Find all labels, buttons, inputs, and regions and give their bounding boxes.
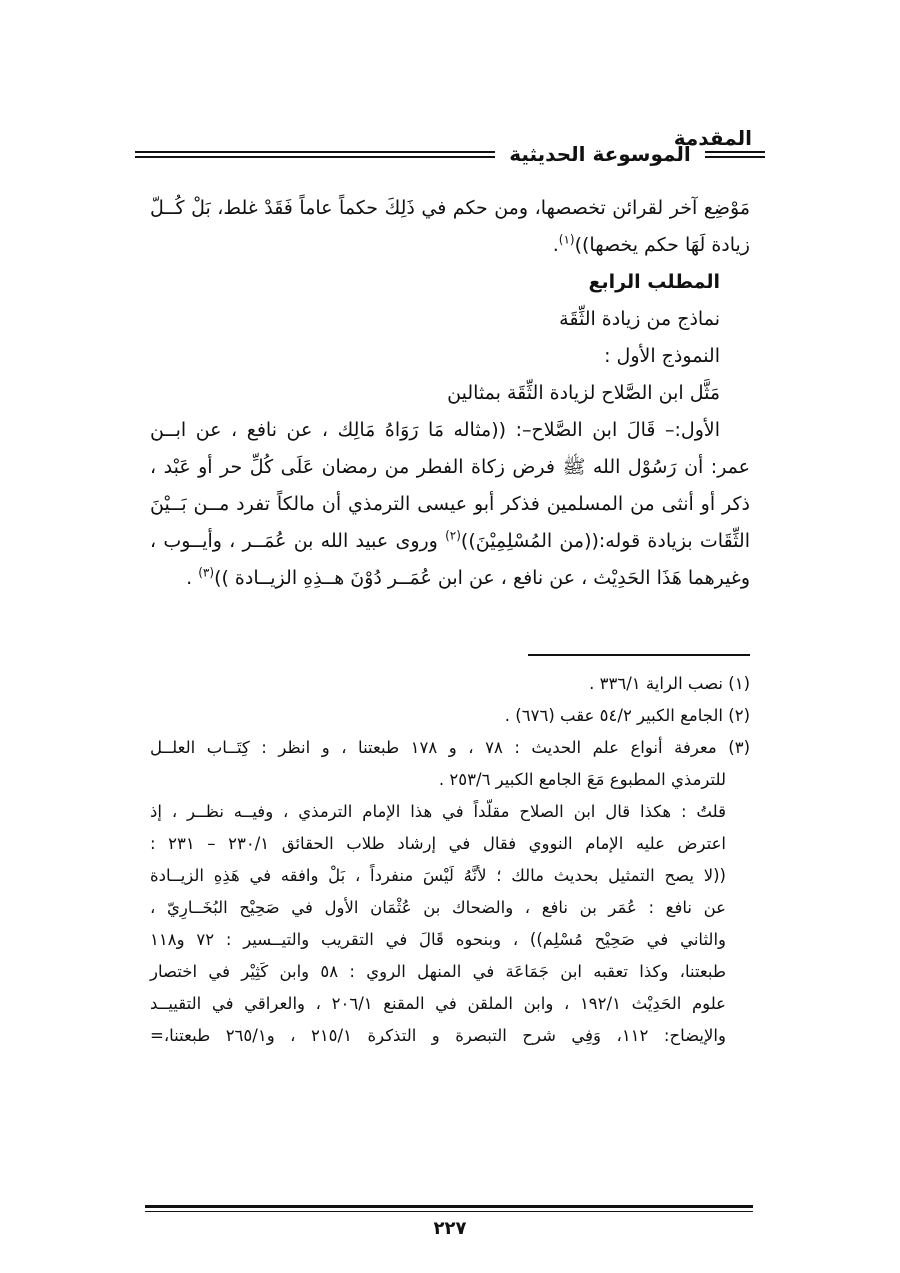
- footnote-separator: [528, 654, 750, 656]
- footnote-1: (١) نصب الراية ٣٣٦/١ .: [589, 674, 750, 693]
- text-line: الأول:– قَالَ ابن الصَّلاح–: ((مثاله مَا رَوَاهُ مَالِك ، عن نافع ، عن ابــن: [150, 419, 720, 441]
- text-line: ذكر أو أنثى من المسلمين فذكر أبو عيسى الترمذي أن مالكاً تفرد مــن بَــيْنَ: [150, 493, 750, 515]
- footnote-ref: (٢): [445, 528, 461, 543]
- book-title: الموسوعة الحديثية: [509, 142, 691, 166]
- main-text: [150, 190, 750, 597]
- text-line: مَوْضِع آخر لقرائن تخصصها، ومن حكم في ذَلِكَ حكماً عاماً فَقَدْ غلط، بَلْ كُــلّ: [150, 197, 750, 219]
- running-header: [0, 142, 900, 166]
- page-number: ٢٢٧: [433, 1218, 467, 1239]
- footnote-line: والإيضاح: ١١٢، وَفِي شرح التبصرة و التذكرة ٢١٥/١ ، و٢٦٥/١ طبعتنا،=: [150, 1026, 726, 1045]
- text-line: زيادة لَهَا حكم يخصها))$^{(١)}$.: [552, 232, 750, 256]
- footer-rule: [145, 1205, 753, 1212]
- footnote-2: (٢) الجامع الكبير ٥٤/٢ عقب (٦٧٦) .: [504, 706, 750, 725]
- section-label: المقدمة: [673, 126, 752, 150]
- example-title: النموذج الأول :: [604, 345, 720, 367]
- example-intro: مَثَّل ابن الصَّلاح لزيادة الثِّقَة بمثالين: [447, 382, 720, 404]
- header-rule-right: [705, 151, 765, 158]
- subheading: نماذج من زيادة الثِّقَة: [559, 308, 720, 330]
- footnote-line: طبعتنا، وكذا تعقبه ابن جَمَاعَة في المنهل الروي : ٥٨ وابن كَثِيْر في اختصار: [150, 962, 726, 981]
- section-heading: المطلب الرابع: [588, 271, 720, 293]
- footnote-ref: (٣): [198, 565, 215, 580]
- footnote-ref: (١): [558, 232, 575, 247]
- footnote-line: اعترض عليه الإمام النووي فقال في إرشاد طلاب الحقائق ٢٣٠/١ – ٢٣١ :: [150, 834, 726, 853]
- footnote-line: عن نافع : عُمَر بن نافع ، والضحاك بن عُثْمَان الأول في صَحِيْح البُخَــارِيّ ،: [150, 898, 726, 917]
- footnote-line: قلتُ : هكذا قال ابن الصلاح مقلّداً في هذا الإمام الترمذي ، وفيــه نظــر ، إذ: [150, 802, 726, 821]
- footnote-line: والثاني في صَحِيْح مُسْلِم)) ، وبنحوه قَالَ في التقريب والتيــسير : ٧٢ و١١٨: [150, 930, 726, 949]
- footnote-3: (٣) معرفة أنواع علم الحديث : ٧٨ ، و ١٧٨ طبعتنا ، و انظر : كِتَــاب العلــل: [150, 738, 751, 757]
- footnote-line: ((لا يصح التمثيل بحديث مالك ؛ لأنَّهُ لَيْسَ منفرداً ، بَلْ وافقه في هَذِهِ الزيــادة: [150, 866, 726, 885]
- footnotes: [150, 668, 750, 1052]
- text-line: عمر: أن رَسُوْل الله ﷺ فرض زكاة الفطر من رمضان عَلَى كُلِّ حر أو عَبْد ،: [150, 456, 750, 478]
- text-line: الثِّقَات بزيادة قوله:((من المُسْلِمِيْنَ))$^{(٢)}$ وروى عبيد الله بن عُمَــر ، وأيــوب ،: [150, 528, 750, 552]
- footnote-line: علوم الحَدِيْث ١٩٢/١ ، وابن الملقن في المقنع ٢٠٦/١ ، والعراقي في التقييــد: [150, 994, 726, 1013]
- text-line: وغيرهما هَذَا الحَدِيْث ، عن نافع ، عن ابن عُمَــر دُوْنَ هــذِهِ الزيــادة ))$^{(٣)}$ .: [186, 565, 750, 589]
- header-rule-left: [135, 151, 495, 158]
- footnote-line: للترمذي المطبوع مَعَ الجامع الكبير ٢٥٣/٦ .: [438, 770, 726, 789]
